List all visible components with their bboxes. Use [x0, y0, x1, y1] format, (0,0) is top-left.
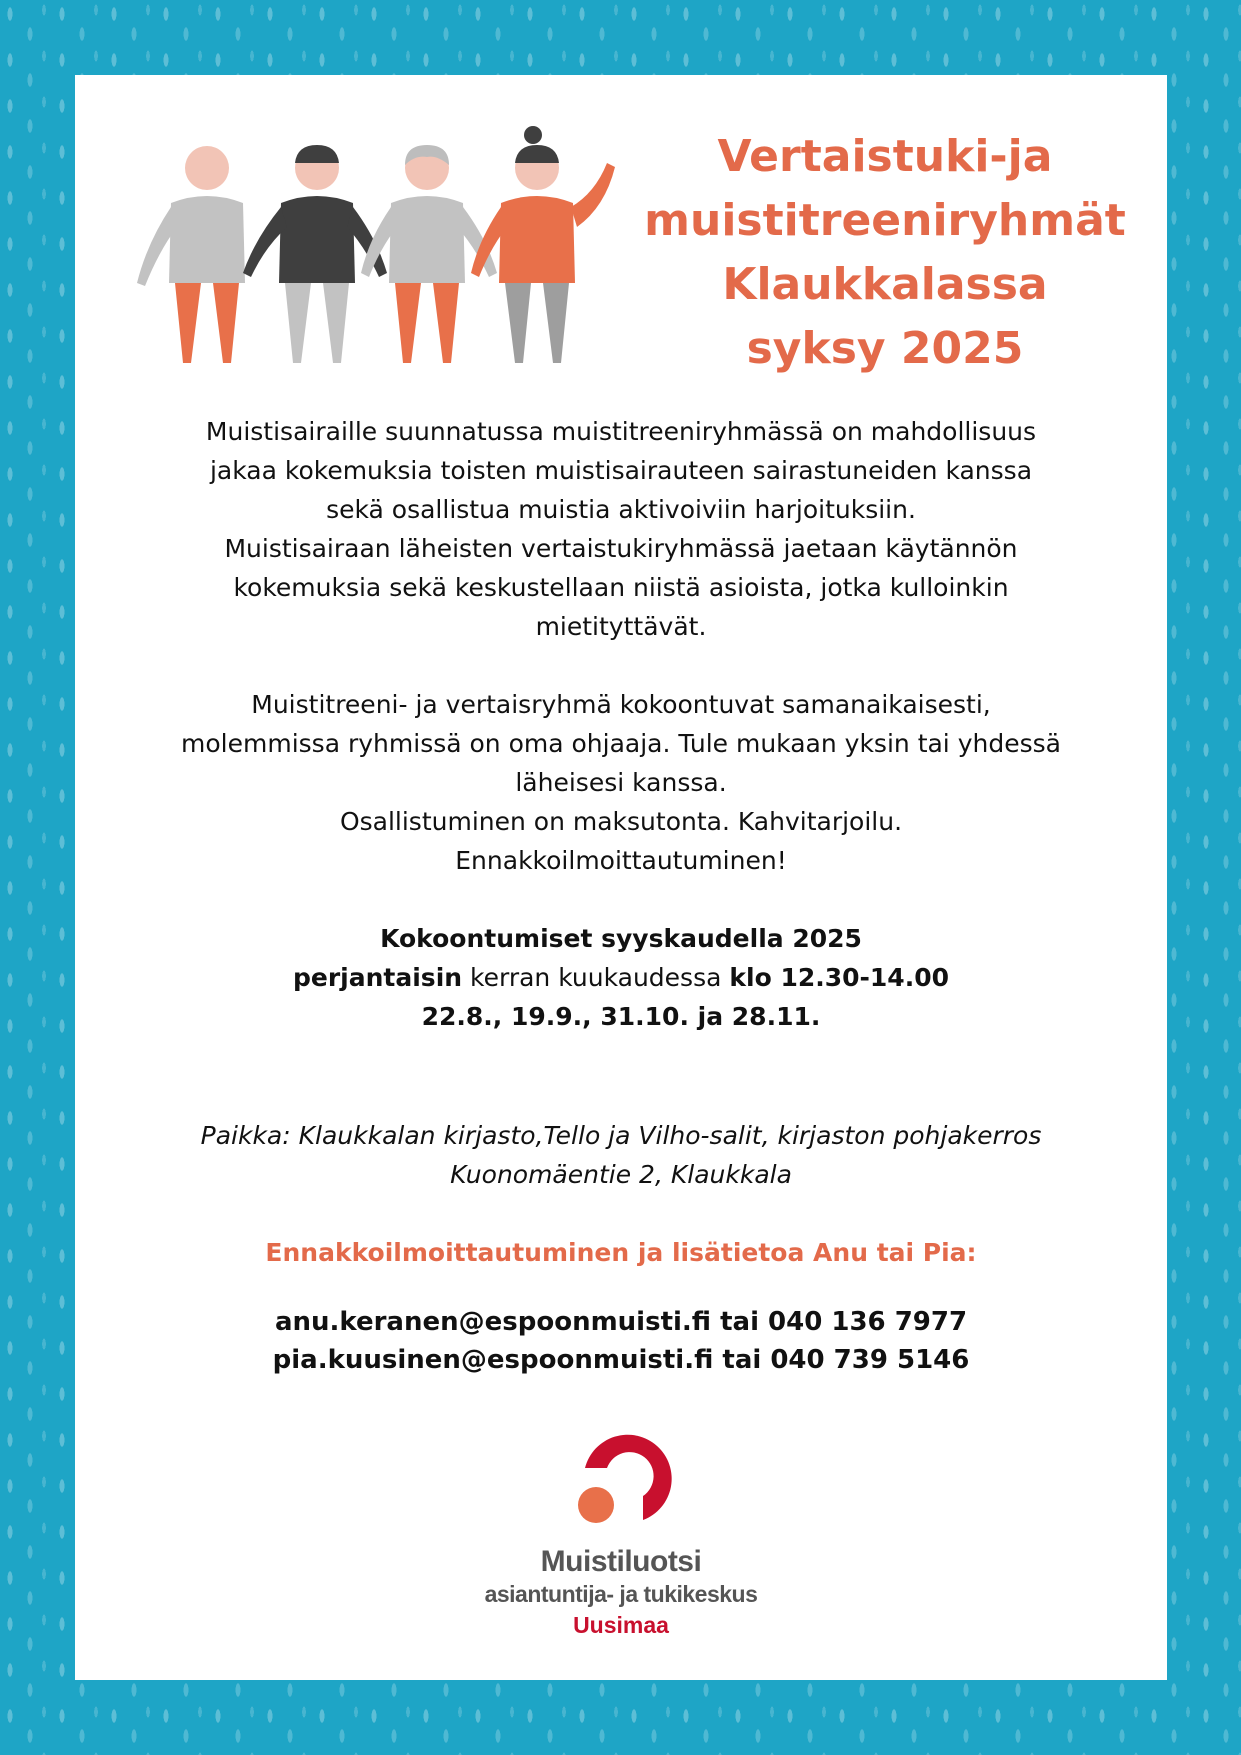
schedule-day: perjantaisin — [293, 963, 463, 992]
schedule-frequency: kerran kuukaudessa — [462, 963, 730, 992]
description-line: Muistisairaille suunnatussa muistitreeniryhmässä on mahdollisuus — [205, 417, 1037, 446]
title-line: Vertaistuki-ja — [717, 131, 1053, 182]
description-line: Osallistuminen on maksutonta. Kahvitarjoilu. — [339, 807, 903, 836]
contact-line: pia.kuusinen@espoonmuisti.fi tai 040 739 5146 — [272, 1345, 970, 1375]
contact-heading: Ennakkoilmoittautuminen ja lisätietoa Anu tai Pia: — [265, 1238, 977, 1267]
description — [95, 412, 1147, 1036]
description-line: Ennakkoilmoittautuminen! — [455, 846, 787, 875]
poster-sheet — [75, 75, 1167, 1680]
title-line: muistitreeniryhmät — [644, 195, 1126, 246]
description-line: sekä osallistua muistia aktivoiviin harjoituksiin. — [326, 495, 916, 524]
contact-line: anu.keranen@espoonmuisti.fi tai 040 136 7977 — [274, 1307, 968, 1337]
contact-list — [95, 1303, 1147, 1379]
logo-subtitle: asiantuntija- ja tukikeskus — [484, 1581, 758, 1607]
logo-name: Muistiluotsi — [540, 1545, 702, 1578]
title-line: Klaukkalassa — [722, 259, 1048, 310]
muistiluotsi-logo-icon — [565, 1422, 677, 1534]
poster-title — [635, 125, 1135, 381]
description-line: kokemuksia sekä keskustellaan niistä asioista, jotka kulloinkin — [233, 573, 1009, 602]
four-people-holding-hands-icon — [125, 123, 625, 363]
schedule-dates: 22.8., 19.9., 31.10. ja 28.11. — [421, 1002, 821, 1031]
location — [95, 1116, 1147, 1194]
description-line: molemmissa ryhmissä on oma ohjaaja. Tule mukaan yksin tai yhdessä — [181, 729, 1061, 758]
location-line: Kuonomäentie 2, Klaukkala — [450, 1160, 792, 1189]
title-line: syksy 2025 — [746, 323, 1024, 374]
description-line: läheisesi kanssa. — [515, 768, 727, 797]
description-line: Muistisairaan läheisten vertaistukiryhmässä jaetaan käytännön — [224, 534, 1018, 563]
logo-region: Uusimaa — [573, 1612, 669, 1638]
location-line: Paikka: Klaukkalan kirjasto,Tello ja Vilho-salit, kirjaston pohjakerros — [200, 1121, 1042, 1150]
description-line: mietityttävät. — [535, 612, 707, 641]
schedule-time: klo 12.30-14.00 — [729, 963, 949, 992]
description-line: Muistitreeni- ja vertaisryhmä kokoontuvat samanaikaisesti, — [251, 690, 991, 719]
description-line: jakaa kokemuksia toisten muistisairauteen sairastuneiden kanssa — [209, 456, 1033, 485]
schedule-line — [95, 958, 1147, 997]
schedule-heading: Kokoontumiset syyskaudella 2025 — [380, 924, 862, 953]
